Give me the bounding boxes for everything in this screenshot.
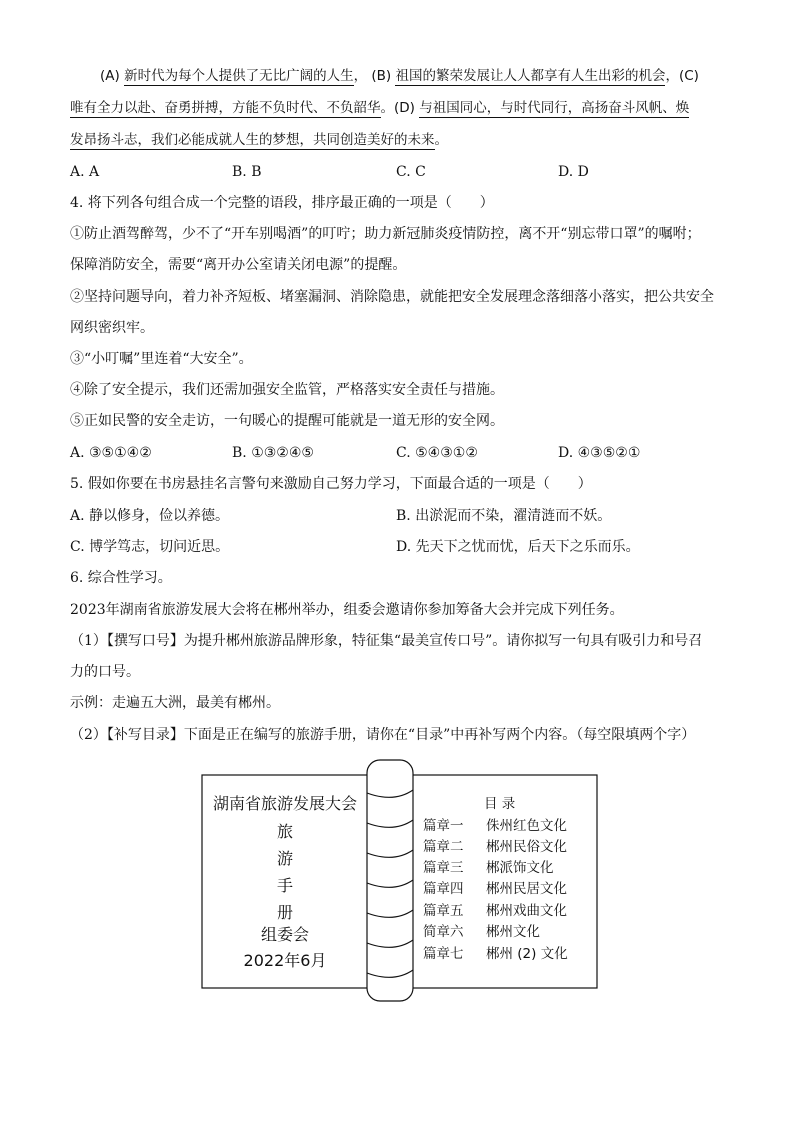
handbook-spine: [367, 760, 413, 1001]
q3-end: 。: [434, 132, 448, 148]
q4-sentence-5: ⑤正如民警的安全走访，一句暖心的提醒可能就是一道无形的安全网。: [70, 413, 504, 429]
q5-option-b[interactable]: B. 出淤泥而不染，濯清涟而不妖。: [396, 508, 612, 524]
q3-option-a[interactable]: A. A: [70, 164, 100, 180]
q6-task-1b: 力的口号。: [70, 664, 140, 680]
q5-option-d[interactable]: D. 先天下之忧而忧，后天下之乐而乐。: [396, 539, 640, 555]
q5-option-a[interactable]: A. 静以修身，俭以养德。: [70, 508, 230, 524]
q4-sentence-3: ③“小叮嘱”里连着“大安全”。: [70, 351, 253, 367]
q4-option-b[interactable]: B. ①③②④⑤: [232, 445, 314, 461]
q3-sentence-c: 唯有全力以赴、奋勇拼搏，方能不负时代、不负韶华: [70, 100, 381, 116]
q3-line-3: [70, 130, 448, 150]
toc-item-num: 篇章一: [423, 818, 464, 834]
q4-option-d[interactable]: D. ④③⑤②①: [558, 445, 641, 461]
q6-intro: 2023年湖南省旅游发展大会将在郴州举办，组委会邀请你参加筹备大会并完成下列任务。: [70, 602, 624, 618]
toc-item-num: 篇章七: [423, 946, 464, 962]
q3-label-a: (A): [100, 68, 120, 84]
q3-line-1: [100, 66, 699, 86]
q6-task-2: （2）【补写目录】下面是正在编写的旅游手册，请你在“目录”中再补写两个内容。（每空限填两个字）: [70, 727, 696, 743]
toc-item-num: 篇章四: [423, 881, 464, 897]
cover-char-1: 旅: [276, 822, 293, 841]
q5-option-c[interactable]: C. 博学笃志，切问近思。: [70, 539, 230, 555]
toc-item-name: 郴州文化: [486, 924, 540, 940]
q6-example: 示例：走遍五大洲，最美有郴州。: [70, 695, 280, 711]
q4-sentence-2b: 网织密织牢。: [70, 320, 154, 336]
q4-option-a[interactable]: A. ③⑤①④②: [70, 445, 152, 461]
q4-sentence-2a: ②坚持问题导向，着力补齐短板、堵塞漏洞、消除隐患，就能把安全发展理念落细落小落实，把公共安全: [70, 289, 714, 305]
toc-item-num: 篇章二: [423, 839, 464, 855]
cover-char-4: 册: [276, 903, 293, 922]
q5-stem: 5. 假如你要在书房悬挂名言警句来激励自己努力学习，下面最合适的一项是（ ）: [70, 476, 592, 492]
cover-char-2: 游: [276, 849, 293, 868]
q4-sentence-1b: 保障消防安全，需要“离开办公室请关闭电源”的提醒。: [70, 257, 407, 273]
q3-sentence-d-1: 与祖国同心，与时代同行，高扬奋斗风帆、焕: [419, 100, 690, 116]
q3-sep-3: 。: [380, 100, 394, 116]
toc-item-name: 侏州红色文化: [486, 818, 567, 834]
q3-option-c[interactable]: C. C: [396, 164, 426, 180]
toc-title: 目 录: [484, 796, 516, 812]
toc-item-name: 郴州戏曲文化: [486, 903, 567, 919]
q3-sentence-b: 祖国的繁荣发展让人人都享有人生出彩的机会: [395, 68, 666, 84]
q6-task-1a: （1）【撰写口号】为提升郴州旅游品牌形象，特征集“最美宣传口号”。请你拟写一句具有吸引力和号召: [70, 633, 703, 649]
toc-item-name: 郴派饰文化: [486, 860, 554, 876]
cover-organizer: 组委会: [260, 925, 309, 944]
cover-title: 湖南省旅游发展大会: [212, 794, 357, 813]
q3-sep-1: ，: [353, 68, 368, 84]
q4-option-c[interactable]: C. ⑤④③①②: [396, 445, 478, 461]
toc-item-num: 简章六: [423, 924, 464, 940]
cover-char-3: 手: [276, 876, 293, 895]
q3-sentence-a: 新时代为每个人提供了无比广阔的人生: [124, 68, 354, 84]
q3-option-d[interactable]: D. D: [558, 164, 589, 180]
toc-item-name: 郴州 (2) 文化: [486, 946, 568, 962]
q4-stem: 4. 将下列各句组合成一个完整的语段，排序最正确的一项是（ ）: [70, 195, 494, 211]
toc-item-name: 郴州民居文化: [486, 881, 567, 897]
q3-line-2: [70, 98, 689, 118]
q3-sep-2: ，: [665, 68, 679, 84]
spine-rings: [367, 790, 413, 977]
q3-label-d: (D): [394, 100, 415, 116]
cover-date: 2022年6月: [243, 951, 327, 970]
q4-sentence-4: ④除了安全提示，我们还需加强安全监管，严格落实安全责任与措施。: [70, 382, 504, 398]
toc-item-num: 篇章五: [423, 903, 464, 919]
toc-item-num: 篇章三: [423, 860, 464, 876]
q3-sentence-d-2: 发昂扬斗志，我们必能成就人生的梦想，共同创造美好的未来: [70, 132, 435, 148]
toc-item-name: 郴州民俗文化: [486, 839, 567, 855]
q3-option-b[interactable]: B. B: [232, 164, 262, 180]
q6-title: 6. 综合性学习。: [70, 570, 172, 586]
q3-label-c: (C): [678, 68, 699, 84]
q4-sentence-1a: ①防止酒驾醉驾，少不了“开车别喝酒”的叮咛；助力新冠肺炎疫情防控，离不开“别忘带口罩”的嘱咐；: [70, 226, 701, 242]
q3-label-b: (B): [371, 68, 392, 84]
